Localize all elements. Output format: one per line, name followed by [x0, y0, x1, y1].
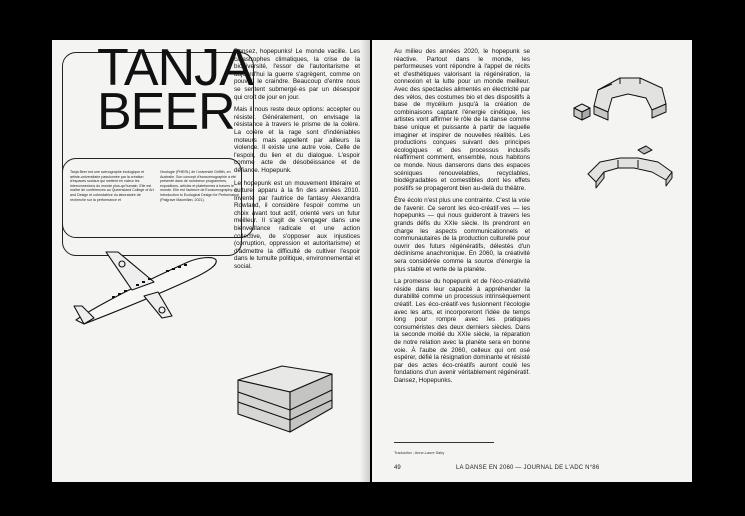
paragraph: Dansez, hopepunks! Le monde vacille. Les catastrophes climatiques, la crise de la biodiversité, l'essor de l'autoritarisme et aujourd'hui la guerre s'agrègent, comme on pouvait le craindre. Beaucoup d'entre nous se sentent submergé·es par un désespoir qui croît de jour en jour. [234, 48, 360, 101]
divider [394, 442, 494, 443]
paragraph: Mais il nous reste deux options: accepter ou résister. Généralement, on envisage la résistance à travers le prisme de la colère. La colère et la rage sont d'indéniables moteurs mais appellent par ailleurs la violence. Il existe une autre voie. Celle de l'espoir, du lien et du dialogue. L'espoir comme acte de désobéissance et de défiance. Hopepunk. [234, 106, 360, 174]
paragraph: Être écolo n'est plus une contrainte. C'est la voie de l'avenir. Ce seront les éco-créatif·ves — les hopepunks — qui nous guideront à travers les grands défis du XXIe siècle. Ils prendront en charge les aspects communicationnels et communautaires de la production culturelle pour ouvrir des futurs régénératifs, délestés d'un déclinisme anachronique. En 2060, la créativité sera considérée comme la source d'énergie la plus stable et verte de la planète. [394, 197, 530, 273]
author-bio-col-1: Tanja Beer est une scénographe écologique et artiste-universitaire passionnée par la création d'espaces sociaux qui mettent en valeur les interconnexions du monde plus-qu'humain. Elle est maître de conférences au Queensland College of Art and Design et cofondatrice du laboratoire de recherche sur la performance et [70, 170, 154, 202]
paragraph: Le hopepunk est un mouvement littéraire et culturel apparu à la fin des années 2010. Inventé par l'autrice de fantasy Alexandra Rowland, il considère l'espoir comme un choix avant tout actif, orienté vers un futur meilleur. Il s'agit de s'engager dans une bienveillance radicale et une action collective, de s'opposer aux injustices (corruption, oppression et autoritarisme) et d'admettre la difficulté de cultiver l'espoir dans le tumulte politique, environnemental et social. [234, 179, 360, 271]
paragraph: Au milieu des années 2020, le hopepunk se réactive. Partout dans le monde, les performeuses vont répondre à l'appel de récits et d'esthétiques valorisant la régénération, la connexion et la lutte pour un monde meilleur. Avec des spectacles alimentés en électricité par des vélos, des costumes bio et des dispositifs à base de mycélium jusqu'à la création de combinaisons captant l'énergie cinétique, les artistes vont affirmer le rôle de la danse comme base unique et puissante à partir de laquelle imaginer et inspirer de nouvelles réalités. Les productions conçues suivant des principes écologiques et des processus inclusifs réaffirment comment, ensemble, nous habitons ce monde. Nous danserons dans des espaces scéniques renouvelables, recyclables, biodégradables et comestibles dont les effets positifs se propageront bien au-delà du théâtre. [394, 48, 530, 192]
paragraph: La promesse du hopepunk et de l'éco-créativité réside dans leur capacité à appréhender la durabilité comme un processus intrinsèquement créatif. Les éco-créatif·ves fusionnent l'écologie avec les arts, et incorporeront l'idée de temps long pour rompre avec les pratiques consuméristes des deux derniers siècles. Dans la seconde moitié du XXIe siècle, la réparation de notre relation avec la planète sera en bonne voie. À l'aube de 2060, celleux qui ont osé espérer, défié la résignation dominante et résisté par des actes éco-créatifs auront coulé les fondations d'un avenir véritablement régénératif. Dansez, Hopepunks. [394, 278, 530, 384]
running-title: LA DANSE EN 2060 — JOURNAL DE L'ADC N°86 [456, 465, 600, 471]
translation-credit: Traduction : Anne-Laure Saby [394, 451, 445, 455]
left-page [52, 40, 370, 482]
stage-platform-icon [228, 362, 338, 442]
page-number: 49 [394, 465, 401, 471]
author-bio-col-2: l'écologie (PHERL) de l'université Griffith, en Australie. Son concept d'écoscénographie a été présenté dans de nombreux programmes, expositions, articles et plateformes à travers le monde. Elle est l'auteure de Ecoscenography: An Introduction to Ecological Design for Performance (Palgrave Macmillan, 2021). [160, 170, 240, 202]
stage-blocks-icon [568, 64, 688, 194]
right-body-text [394, 48, 530, 390]
right-page [372, 40, 692, 482]
author-name: TANJA BEER [97, 40, 253, 141]
left-body-text [234, 48, 360, 276]
airplane-icon [70, 246, 220, 326]
